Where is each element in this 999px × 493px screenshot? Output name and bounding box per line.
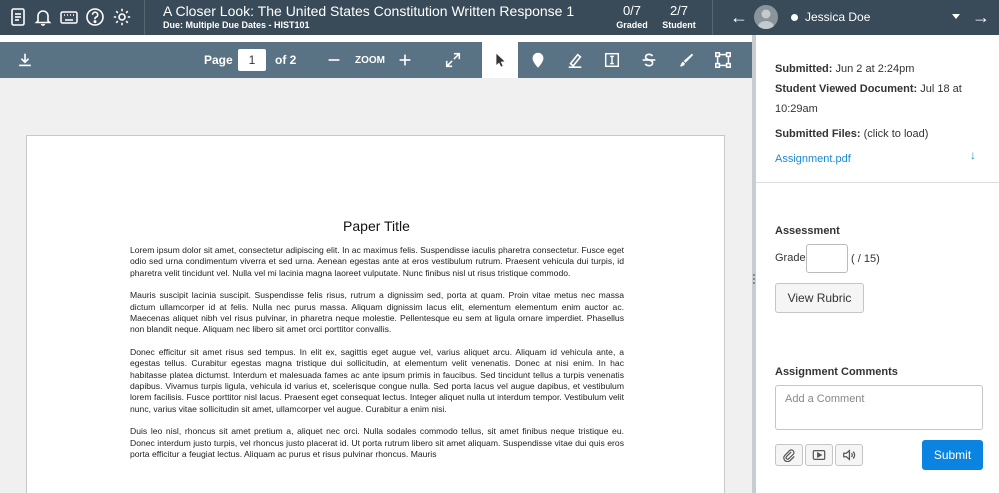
point-annotation-pin-icon[interactable] <box>525 42 551 78</box>
grade-input[interactable] <box>806 244 848 273</box>
submitted-file-link[interactable]: Assignment.pdf <box>775 153 851 165</box>
submitted-value: Jun 2 at 2:24pm <box>835 63 915 75</box>
paragraph: Duis leo nisl, rhoncus sit amet pretium a, aliquet nec orci. Nulla sodales commodo tellus, sit amet finibus neque tristique eu. Donec interdum justo turpis, vel rhoncus justo placerat id. Ut porta rutrum libero sit amet aliquam. Suspendisse vitae dui quis eros porta efficitur a feugiat lectus. Aliquam ac purus et risus pulvinar rhoncus. Mauris <box>130 426 624 460</box>
submit-comment-button[interactable]: Submit <box>922 440 983 470</box>
viewed-label: Student Viewed Document: <box>775 83 918 95</box>
page-label: Page <box>204 53 233 67</box>
previous-student-arrow-icon[interactable]: ← <box>730 7 748 27</box>
graded-label: Graded <box>616 20 648 30</box>
comment-input[interactable] <box>775 385 983 430</box>
student-count <box>659 3 699 30</box>
student-dropdown-chevron-down-icon[interactable] <box>952 14 960 19</box>
zoom-in-icon[interactable] <box>395 42 415 78</box>
document-page[interactable] <box>26 135 725 493</box>
header-divider <box>144 0 145 35</box>
paragraph: Donec efficitur sit amet risus sed tempus. In elit ex, sagittis eget augue vel, varius aliquet arcu. Aliquam id vehicula ante, a egestas tellus. Curabitur egestas magna tristique dui sollicitudin, at elementum velit venenatis. Donec at nisi enim. In hac habitasse platea dictumst. Interdum et malesuada fames ac ante ipsum primis in faucibus. Sed tincidunt tellus a turpis venenatis dapibus. Vivamus turpis ligula, vehicula id varius et, scelerisque congue nulla. Sed porta lacus vel augue dapibus, et vestibulum lorem facilisis. Fusce porttitor nisl lacus. Praesent eget consequat lectus. Integer aliquet nulla ut interdum tempor. Vestibulum velit nunc, varius vitae sollicitudin sit amet, ullamcorper vel augue. Curabitur a enim nisi. <box>130 346 624 414</box>
status-dot-icon <box>791 14 798 21</box>
header-divider <box>712 0 713 35</box>
highlight-pen-icon[interactable] <box>562 42 588 78</box>
page-number-input[interactable] <box>238 49 266 71</box>
document-toolbar <box>0 42 752 78</box>
fullscreen-expand-icon[interactable] <box>440 42 466 78</box>
viewed-time: 10:29am <box>775 103 818 115</box>
keyboard-icon[interactable] <box>58 6 80 28</box>
document-viewer[interactable] <box>0 78 752 493</box>
speedgrader-header <box>0 0 999 35</box>
area-select-icon[interactable] <box>710 42 736 78</box>
graded-value: 0/7 <box>622 3 642 18</box>
view-rubric-button[interactable]: View Rubric <box>775 283 864 313</box>
submitted-files-hint: (click to load) <box>863 128 929 140</box>
sidebar-divider <box>756 182 999 183</box>
submitted-info <box>775 63 914 75</box>
grade-max: ( / 15) <box>851 253 880 265</box>
help-icon[interactable] <box>84 6 106 28</box>
student-name[interactable]: Jessica Doe <box>805 10 871 24</box>
student-label: Student <box>662 20 696 30</box>
media-comment-video-icon[interactable] <box>805 444 833 466</box>
download-icon[interactable] <box>12 42 38 78</box>
page-total: of 2 <box>275 53 297 67</box>
attach-file-paperclip-icon[interactable] <box>775 444 803 466</box>
grade-label: Grade <box>775 252 806 264</box>
paper-body <box>130 245 624 472</box>
assignment-due: Due: Multiple Due Dates - HIST101 <box>163 20 310 30</box>
assignment-title[interactable]: A Closer Look: The United States Constitution Written Response 1 <box>163 3 575 19</box>
avatar <box>754 5 778 29</box>
submitted-files-info <box>775 128 928 140</box>
freehand-brush-icon[interactable] <box>673 42 699 78</box>
viewed-info <box>775 83 962 95</box>
zoom-out-icon[interactable] <box>324 42 344 78</box>
strikeout-icon[interactable] <box>636 42 662 78</box>
comments-heading: Assignment Comments <box>775 366 898 378</box>
free-text-icon[interactable] <box>599 42 625 78</box>
viewed-value: Jul 18 at <box>920 83 962 95</box>
submitted-files-label: Submitted Files: <box>775 128 861 140</box>
graded-count <box>612 3 652 30</box>
paragraph: Mauris suscipit lacinia suscipit. Suspendisse felis risus, rutrum a dignissim sed, porta at quam. Proin vitae metus nec massa dictum ullamcorper id at felis. Nulla nec purus massa. Aliquam dignissim lacus elit, elementum elementum enim auctor ac. Maecenas aliquet nibh vel risus pulvinar, in pharetra neque molestie. Pellentesque eu sem at ligula ornare imperdiet. Phasellus non blandit neque. Aliquam nec libero sit amet orci porttitor convallis. <box>130 290 624 335</box>
student-value: 2/7 <box>669 3 689 18</box>
submitted-label: Submitted: <box>775 63 833 75</box>
audio-speaker-icon[interactable] <box>835 444 863 466</box>
assessment-heading: Assessment <box>775 225 840 237</box>
gear-icon[interactable] <box>111 6 133 28</box>
bell-icon[interactable] <box>32 6 54 28</box>
file-download-arrow-icon[interactable]: ↓ <box>970 148 976 162</box>
next-student-arrow-icon[interactable]: → <box>972 7 990 27</box>
zoom-label: ZOOM <box>355 55 385 66</box>
paragraph: Lorem ipsum dolor sit amet, consectetur adipiscing elit. In ac maximus felis. Suspendisse iaculis pharetra consectetur. Fusce eget odio sed urna condimentum viverra et sed urna. Aenean egestas ante at eros vestibulum rutrum. Praesent vehicula dui turpis, id pharetra velit tincidunt vel. Nulla vel mi lacinia magna laoreet vulputate. Nunc finibus nisl ut risus tristique commodo. <box>130 245 624 278</box>
grading-sidebar <box>756 35 999 493</box>
grade-book-icon[interactable] <box>7 6 29 28</box>
paper-title: Paper Title <box>343 218 410 234</box>
pointer-tool-icon[interactable] <box>482 42 518 78</box>
